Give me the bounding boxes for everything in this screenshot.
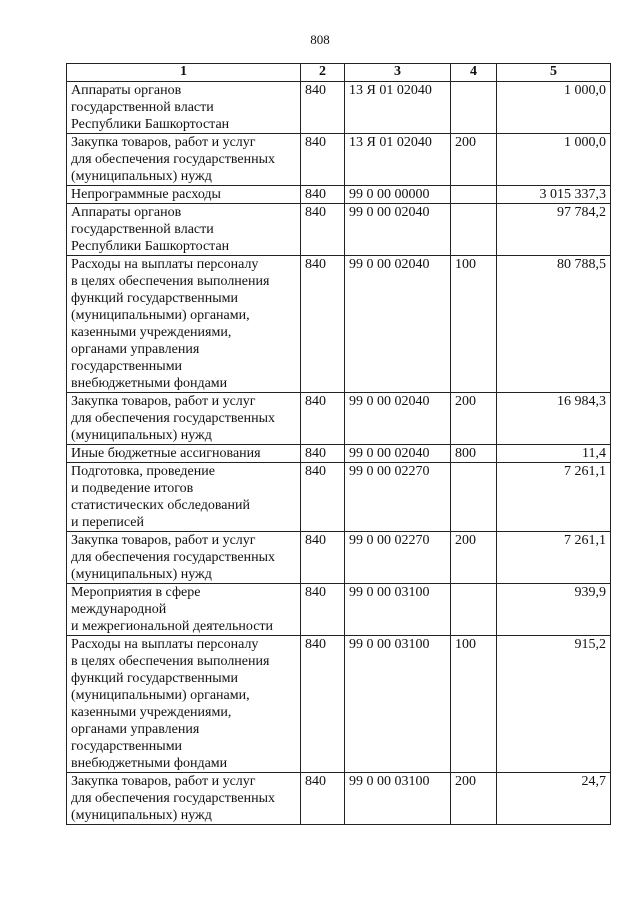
expense-type-code: 200 — [451, 393, 497, 445]
table-row — [67, 393, 611, 445]
target-article-code: 99 0 00 03100 — [345, 773, 451, 825]
expense-name: Закупка товаров, работ и услуг для обеспечения государственных (муниципальных) нужд — [67, 773, 301, 825]
ministry-code: 840 — [301, 532, 345, 584]
target-article-code: 99 0 00 02040 — [345, 204, 451, 256]
header-col-4: 4 — [451, 64, 497, 82]
expense-name: Аппараты органов государственной власти Республики Башкортостан — [67, 204, 301, 256]
header-col-1: 1 — [67, 64, 301, 82]
expense-type-code — [451, 584, 497, 636]
amount: 3 015 337,3 — [497, 186, 611, 204]
target-article-code: 99 0 00 02040 — [345, 393, 451, 445]
target-article-code: 13 Я 01 02040 — [345, 82, 451, 134]
expense-name: Расходы на выплаты персоналу в целях обеспечения выполнения функций государственными (муниципальными) органами, казенными учреждениями, органами управления государственными внебюджетными фондами — [67, 636, 301, 773]
target-article-code: 99 0 00 00000 — [345, 186, 451, 204]
ministry-code: 840 — [301, 773, 345, 825]
expense-name: Аппараты органов государственной власти Республики Башкортостан — [67, 82, 301, 134]
table-row — [67, 584, 611, 636]
expense-name: Мероприятия в сфере международной и межрегиональной деятельности — [67, 584, 301, 636]
table-row — [67, 82, 611, 134]
target-article-code: 99 0 00 02040 — [345, 445, 451, 463]
ministry-code: 840 — [301, 256, 345, 393]
target-article-code: 13 Я 01 02040 — [345, 134, 451, 186]
amount: 97 784,2 — [497, 204, 611, 256]
amount: 11,4 — [497, 445, 611, 463]
ministry-code: 840 — [301, 134, 345, 186]
expense-name: Закупка товаров, работ и услуг для обеспечения государственных (муниципальных) нужд — [67, 134, 301, 186]
target-article-code: 99 0 00 02270 — [345, 463, 451, 532]
expense-type-code: 100 — [451, 256, 497, 393]
ministry-code: 840 — [301, 186, 345, 204]
table-row — [67, 532, 611, 584]
target-article-code: 99 0 00 03100 — [345, 584, 451, 636]
table-row — [67, 186, 611, 204]
amount: 915,2 — [497, 636, 611, 773]
table-row — [67, 134, 611, 186]
amount: 7 261,1 — [497, 532, 611, 584]
expense-type-code: 200 — [451, 134, 497, 186]
amount: 16 984,3 — [497, 393, 611, 445]
target-article-code: 99 0 00 03100 — [345, 636, 451, 773]
expense-name: Расходы на выплаты персоналу в целях обеспечения выполнения функций государственными (муниципальными) органами, казенными учреждениями, органами управления государственными внебюджетными фондами — [67, 256, 301, 393]
table-row — [67, 204, 611, 256]
budget-table — [66, 63, 611, 825]
expense-type-code: 200 — [451, 773, 497, 825]
amount: 939,9 — [497, 584, 611, 636]
expense-type-code: 200 — [451, 532, 497, 584]
ministry-code: 840 — [301, 445, 345, 463]
expense-type-code: 100 — [451, 636, 497, 773]
page-number: 808 — [310, 32, 330, 47]
expense-type-code — [451, 463, 497, 532]
amount: 1 000,0 — [497, 134, 611, 186]
header-row — [67, 64, 611, 82]
amount: 80 788,5 — [497, 256, 611, 393]
expense-type-code — [451, 82, 497, 134]
ministry-code: 840 — [301, 463, 345, 532]
expense-type-code — [451, 186, 497, 204]
ministry-code: 840 — [301, 82, 345, 134]
table-row — [67, 636, 611, 773]
table-row — [67, 773, 611, 825]
expense-name: Закупка товаров, работ и услуг для обеспечения государственных (муниципальных) нужд — [67, 393, 301, 445]
expense-name: Закупка товаров, работ и услуг для обеспечения государственных (муниципальных) нужд — [67, 532, 301, 584]
target-article-code: 99 0 00 02040 — [345, 256, 451, 393]
header-col-2: 2 — [301, 64, 345, 82]
target-article-code: 99 0 00 02270 — [345, 532, 451, 584]
header-col-3: 3 — [345, 64, 451, 82]
ministry-code: 840 — [301, 204, 345, 256]
ministry-code: 840 — [301, 636, 345, 773]
expense-name: Подготовка, проведение и подведение итогов статистических обследований и переписей — [67, 463, 301, 532]
expense-name: Непрограммные расходы — [67, 186, 301, 204]
expense-name: Иные бюджетные ассигнования — [67, 445, 301, 463]
table-row — [67, 463, 611, 532]
table-row — [67, 445, 611, 463]
ministry-code: 840 — [301, 393, 345, 445]
expense-type-code — [451, 204, 497, 256]
amount: 1 000,0 — [497, 82, 611, 134]
expense-type-code: 800 — [451, 445, 497, 463]
header-col-5: 5 — [497, 64, 611, 82]
amount: 24,7 — [497, 773, 611, 825]
ministry-code: 840 — [301, 584, 345, 636]
table-row — [67, 256, 611, 393]
amount: 7 261,1 — [497, 463, 611, 532]
